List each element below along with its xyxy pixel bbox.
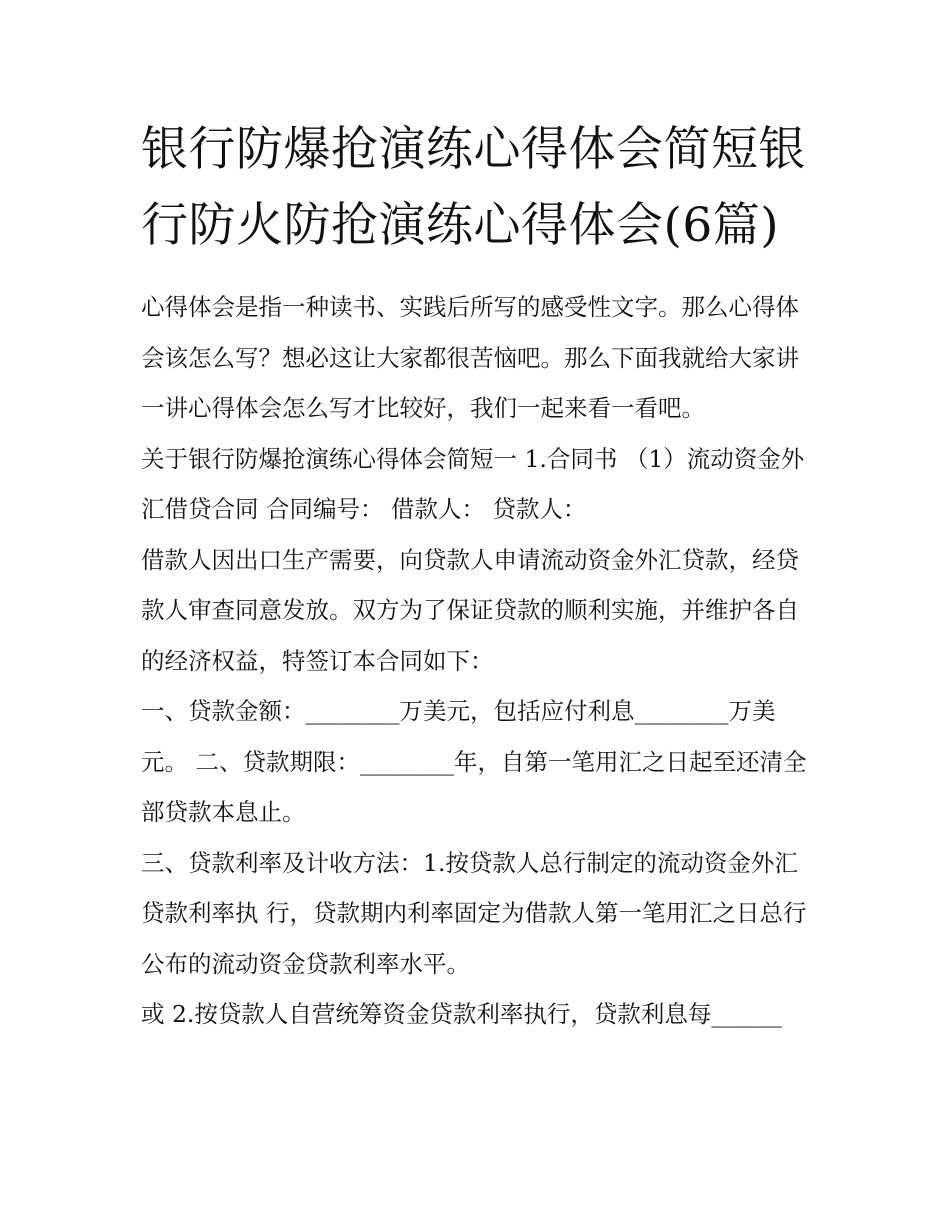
paragraph-intro: 心得体会是指一种读书、实践后所写的感受性文字。那么心得体会该怎么写？想必这让大家都很苦恼吧。那么下面我就给大家讲一讲心得体会怎么写才比较好，我们一起来看一看吧。	[141, 293, 799, 422]
paragraph-contract-header: 关于银行防爆抢演练心得体会简短一 1.合同书 （1）流动资金外汇借贷合同 合同编号： 借款人： 贷款人：	[141, 444, 805, 523]
paragraph-contract-preamble: 借款人因出口生产需要，向贷款人申请流动资金外汇贷款，经贷款人审查同意发放。双方为了保证贷款的顺利实施，并维护各自的经济权益，特签订本合同如下：	[141, 545, 799, 675]
document-title: 银行防爆抢演练心得体会简短银行防火防抢演练心得体会(6篇)	[141, 122, 806, 253]
document-page	[141, 112, 813, 1040]
paragraph-interest-alt: 或 2.按贷款人自营统筹资金贷款利率执行，贷款利息每______	[141, 1000, 782, 1028]
paragraph-loan-amount-term: 一、贷款金额：________万美元，包括应付利息________万美元。 二、贷款期限：________年，自第一笔用汇之日起至还清全部贷款本息止。	[141, 697, 807, 826]
paragraph-interest-rate: 三、贷款利率及计收方法：1.按贷款人总行制定的流动资金外汇贷款利率执 行，贷款期内利率固定为借款人第一笔用汇之日总行公布的流动资金贷款利率水平。	[141, 848, 807, 978]
